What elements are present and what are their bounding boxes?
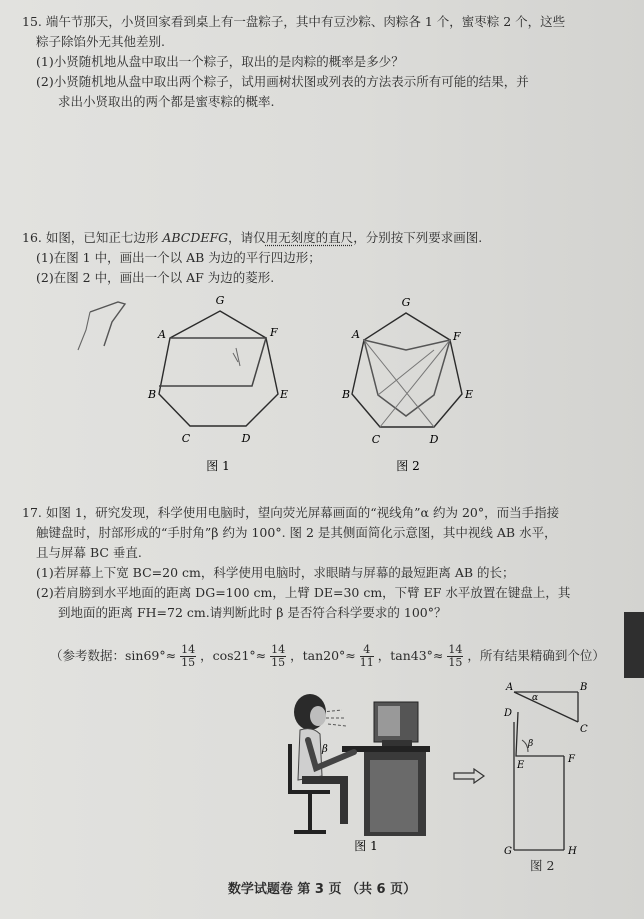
frac-num: 14 [181,643,196,656]
q17-part2-line1: (2)若肩膀到水平地面的距离 DG=100 cm，上臂 DE=30 cm，下臂 EF 水平放置在键盘上，其 [36,585,571,600]
label-F: F [568,754,575,765]
question-17 [22,503,622,623]
frac-den: 15 [271,656,286,669]
q16-fig1-caption: 图 1 [206,459,230,473]
label-H: H [568,846,577,857]
q16-stem-emphasis: 用无刻度的直尺 [265,230,354,245]
vertex-B: B [342,388,351,401]
q17-fig2-caption: 图 2 [530,858,555,873]
vertex-F: F [270,326,278,339]
page-footer: 数学试题卷 第 3 页 （共 6 页） [227,882,417,897]
q16-stem-mid: ，请仅 [228,230,266,245]
vertex-C: C [181,432,191,445]
q16-figure-2 [330,290,490,480]
frac-den: 11 [359,656,374,669]
vertex-C: C [371,433,381,446]
frac-num: 4 [360,644,374,657]
q17-stem-line3: 且与屏幕 BC 垂直. [36,545,142,560]
pencil-scribble [78,312,90,350]
page-edge-tab [624,612,644,678]
ref-prefix: （参考数据：sin69°≈ [50,648,177,663]
question-16 [22,228,622,288]
line-AC [514,692,578,722]
vertex-G: G [401,296,411,309]
q15-stem-line1: 15. 端午节那天，小贤回家看到桌上有一盘粽子，其中有豆沙粽、肉粽各 1 个，蜜枣粽 2 个，这些 [22,14,566,29]
q16-polygon-name: ABCDEFG [162,230,229,245]
person-face [310,706,326,726]
arrow-right-icon [452,768,486,784]
q16-figure-1 [70,290,310,480]
q15-stem-line2: 粽子除馅外无其他差别. [36,34,165,49]
q15-part2-line1: (2)小贤随机地从盘中取出两个粽子，试用画树状图或列表的方法表示所有可能的结果，并 [36,74,529,89]
q17-part1: (1)若屏幕上下宽 BC=20 cm，科学使用电脑时，求眼睛与屏幕的最短距离 AB 的长； [36,565,515,580]
line-DE [516,712,520,756]
q16-part2: (2)在图 2 中，画出一个以 AF 为边的菱形. [36,270,275,285]
vertex-A: A [352,328,360,341]
heptagon-outline [352,313,462,427]
label-E: E [517,760,525,771]
q17-stem-line2: 触键盘时，肘部形成的“手肘角”β 约为 100°. 图 2 是其侧面简化示意图，其中视线 AB 水平， [36,525,557,540]
pencil-scribble [90,302,125,346]
q17-fig1-caption: 图 1 [354,839,378,853]
monitor-stand [382,740,412,746]
ref-tan43: ，tan43°≈ [377,648,444,663]
frac-num: 14 [448,643,463,656]
frac-den: 15 [448,656,463,669]
label-alpha: α [532,693,539,703]
q17-reference-data [50,644,605,669]
fraction-sin69 [180,644,196,669]
label-beta: β [528,739,534,749]
q16-fig2-caption: 图 2 [396,459,420,473]
q17-figure-1 [282,684,434,854]
label-B: B [580,682,588,693]
label-C: C [580,724,588,735]
vertex-G: G [215,294,225,307]
q15-part2-line2: 求出小贤取出的两个都是蜜枣粽的概率. [58,94,275,109]
ref-suffix: ，所有结果精确到个位） [467,648,605,663]
label-A: A [506,682,514,693]
ref-tan20: ，tan20°≈ [290,648,356,663]
frac-den: 15 [181,656,196,669]
ref-cos: ，cos21°≈ [200,648,267,663]
question-15 [22,12,622,112]
fraction-tan20 [360,644,374,669]
drawn-rhombus [364,340,450,416]
heptagon-outline [159,311,278,426]
q16-stem-line1 [22,228,622,248]
fig1-beta-label: β [322,744,328,755]
vertex-D: D [241,432,251,445]
q16-stem-post: ，分别按下列要求画图. [353,230,483,245]
vertex-D: D [429,433,439,446]
frac-num: 14 [271,643,286,656]
fraction-cos21 [270,644,286,669]
q17-stem-line1: 17. 如图 1，研究发现，科学使用电脑时，望向荧光屏幕画面的“视线角”α 约为 20°，而当手指接 [22,505,560,520]
q17-part2-line2: 到地面的距离 FH=72 cm.请判断此时 β 是否符合科学要求的 100°？ [58,605,447,620]
pencil-mark [233,348,240,366]
fraction-tan43 [447,644,463,669]
vertex-F: F [453,330,461,343]
label-G: G [504,846,512,857]
vertex-E: E [465,388,474,401]
vertex-B: B [148,388,157,401]
desk-panel [370,760,418,832]
drawn-parallelogram [159,338,266,386]
q17-figure-2 [500,682,600,872]
label-D: D [504,708,513,719]
vertex-E: E [280,388,289,401]
q15-part1: (1)小贤随机地从盘中取出一个粽子，取出的是肉粽的概率是多少？ [36,54,404,69]
monitor-screen [378,706,400,736]
q16-part1: (1)在图 1 中，画出一个以 AB 为边的平行四边形； [36,250,321,265]
q16-stem-pre: 16. 如图，已知正七边形 [22,230,163,245]
vertex-A: A [158,328,166,341]
